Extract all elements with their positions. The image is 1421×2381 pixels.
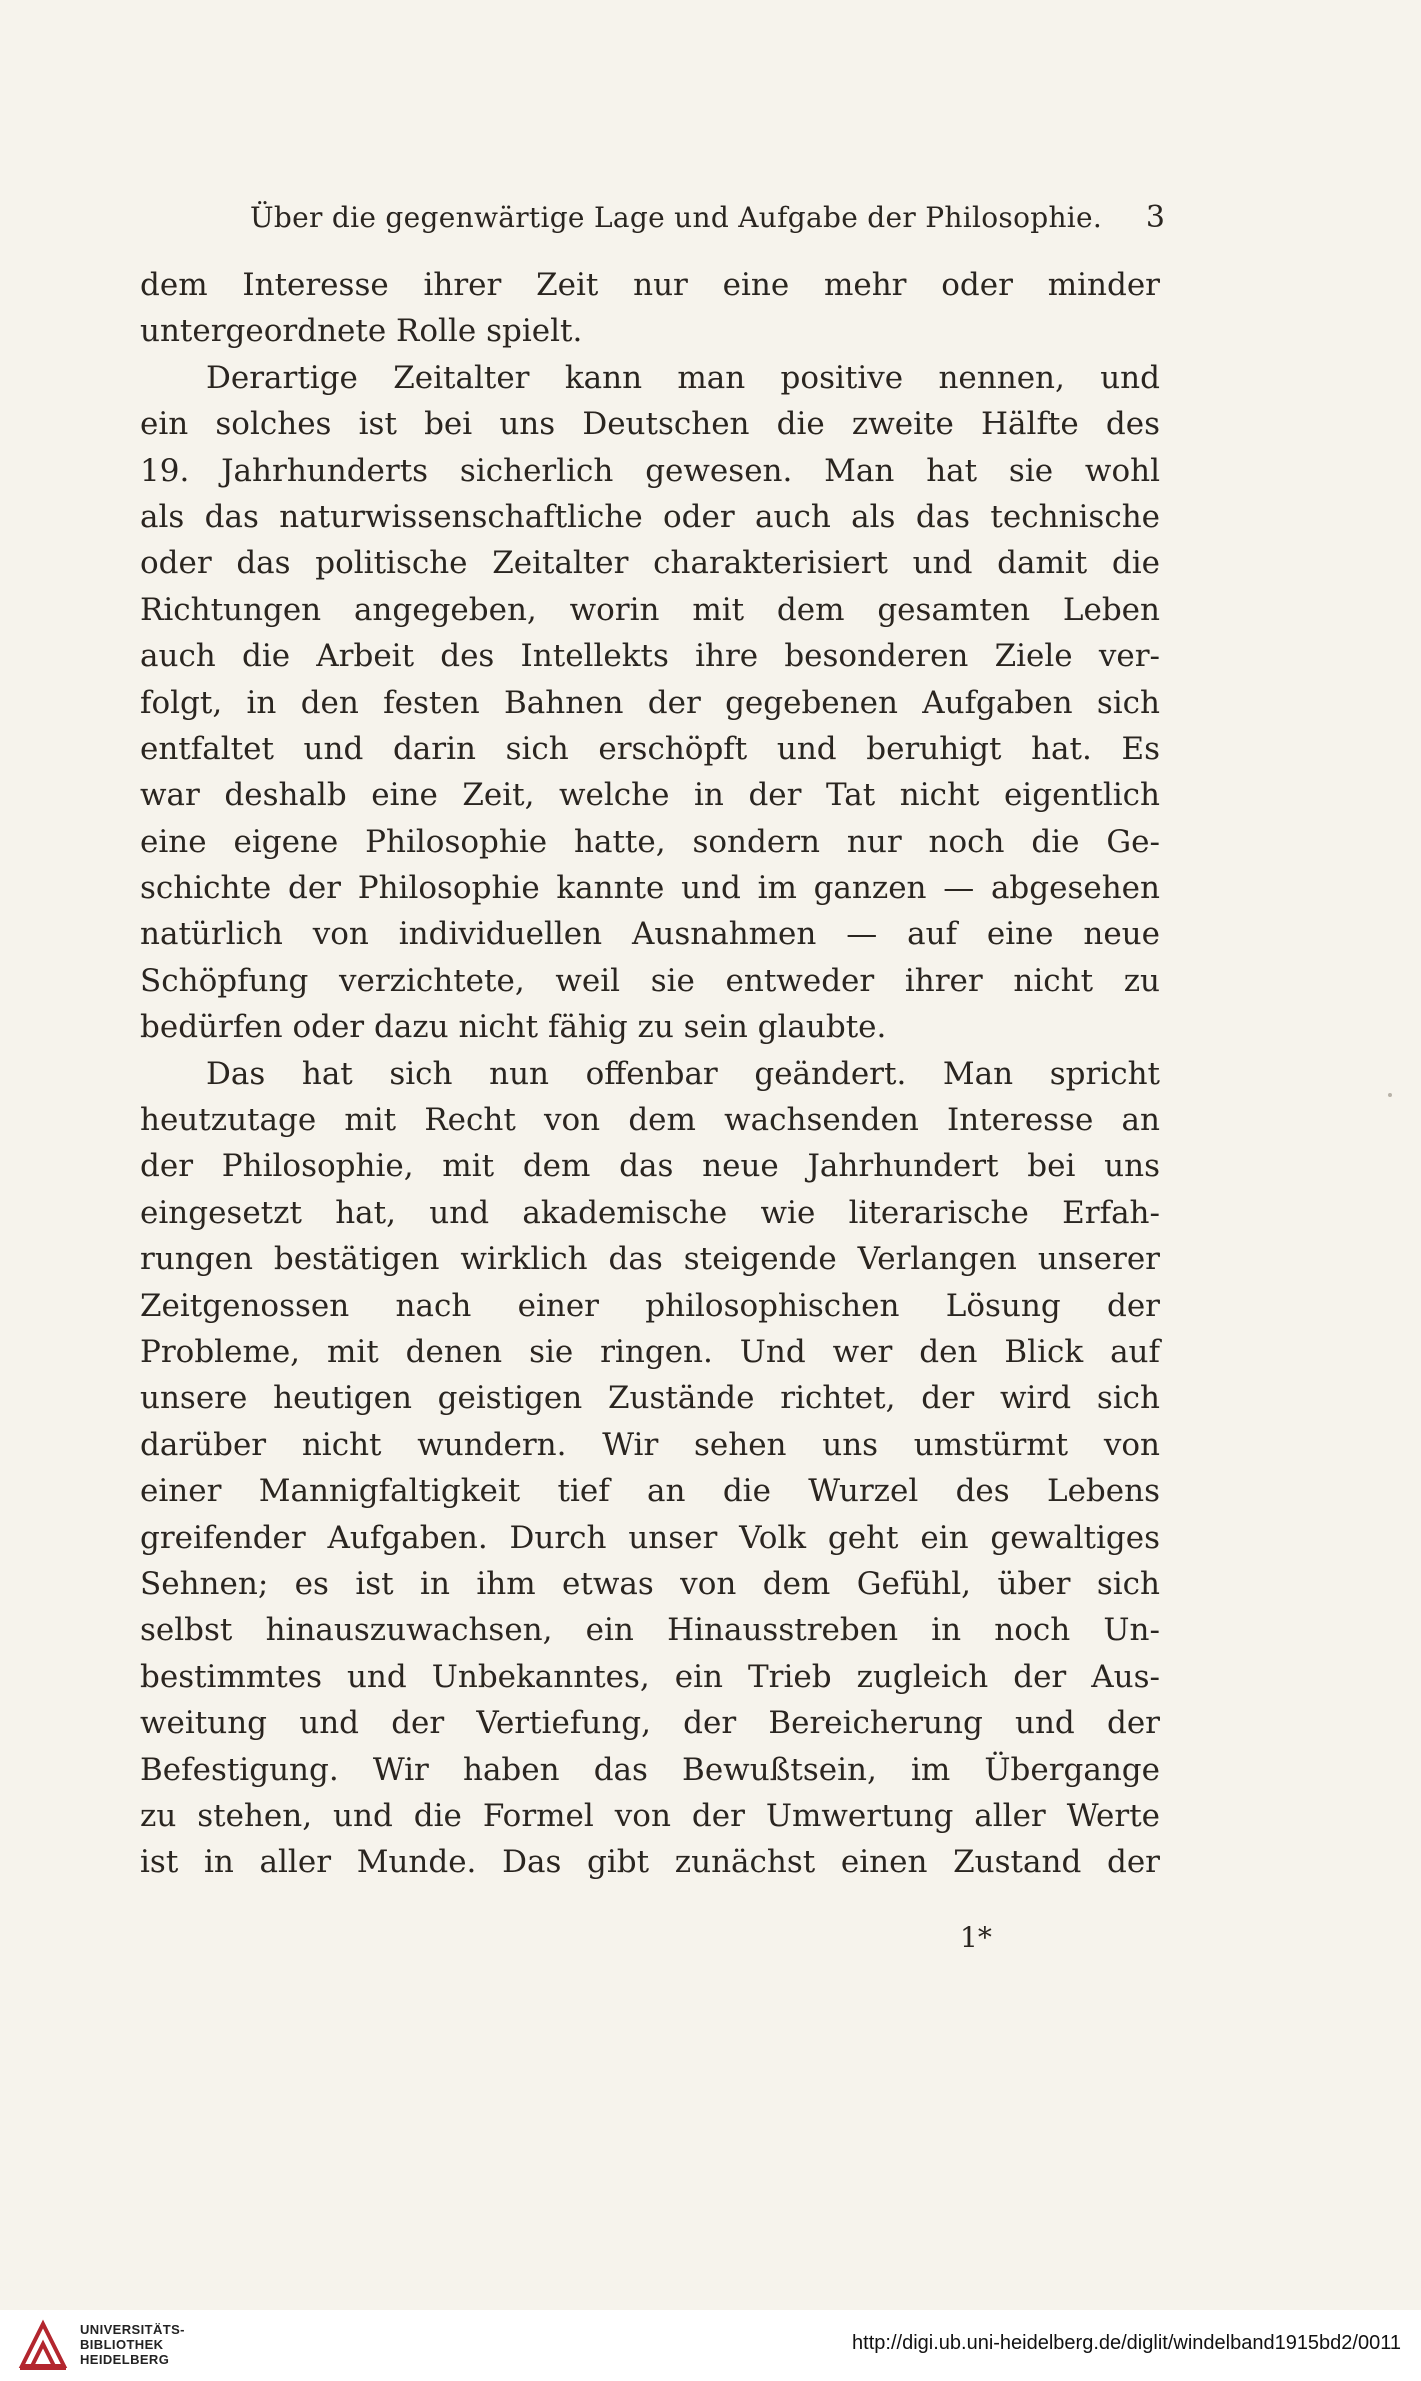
text-line: einer Mannigfaltigkeit tief an die Wurzel des Lebens (140, 1473, 1160, 1510)
text-line: war deshalb eine Zeit, welche in der Tat nicht eigentlich (140, 777, 1160, 814)
text-line: Richtungen angegeben, worin mit dem gesamten Leben (140, 591, 1160, 628)
text-line: Befestigung. Wir haben das Bewußtsein, im Übergange (140, 1751, 1160, 1788)
text-line: auch die Arbeit des Intellekts ihre besonderen Ziele ver- (140, 638, 1160, 675)
text-line: greifender Aufgaben. Durch unser Volk geht ein gewaltiges (140, 1519, 1160, 1556)
body-text (140, 262, 1160, 1886)
text-line: Probleme, mit denen sie ringen. Und wer den Blick auf (140, 1333, 1160, 1370)
text-line: folgt, in den festen Bahnen der gegebenen Aufgaben sich (140, 684, 1160, 721)
text-line: Derartige Zeitalter kann man positive nennen, und (206, 359, 1160, 396)
text-line: als das naturwissenschaftliche oder auch als das technische (140, 498, 1160, 535)
source-url-link[interactable]: http://digi.ub.uni-heidelberg.de/diglit/windelband1915bd2/0011 (852, 2332, 1401, 2354)
text-line: ein solches ist bei uns Deutschen die zweite Hälfte des (140, 406, 1160, 443)
university-seal-icon (16, 2318, 70, 2372)
text-line: zu stehen, und die Formel von der Umwertung aller Werte (140, 1797, 1160, 1834)
text-line: rungen bestätigen wirklich das steigende Verlangen unserer (140, 1241, 1160, 1278)
logo-line: HEIDELBERG (80, 2352, 170, 2367)
text-line: schichte der Philosophie kannte und im ganzen — abgesehen (140, 870, 1160, 907)
text-line: entfaltet und darin sich erschöpft und beruhigt hat. Es (140, 730, 1160, 767)
text-line: natürlich von individuellen Ausnahmen — auf eine neue (140, 916, 1160, 953)
text-line: dem Interesse ihrer Zeit nur eine mehr oder minder (140, 267, 1160, 303)
running-title: Über die gegenwärtige Lage und Aufgabe der Philosophie. (250, 201, 1103, 234)
logo-line: BIBLIOTHEK (80, 2337, 164, 2352)
text-line: eine eigene Philosophie hatte, sondern nur noch die Ge- (140, 823, 1160, 860)
text-line: 19. Jahrhunderts sicherlich gewesen. Man hat sie wohl (140, 452, 1160, 489)
text-line: der Philosophie, mit dem das neue Jahrhundert bei uns (140, 1148, 1160, 1185)
text-line: bestimmtes und Unbekanntes, ein Trieb zugleich der Aus- (140, 1658, 1160, 1695)
text-line: oder das politische Zeitalter charakterisiert und damit die (140, 545, 1160, 582)
page-number: 3 (1145, 200, 1165, 235)
signature-mark: 1* (960, 1921, 992, 1954)
text-line: darüber nicht wundern. Wir sehen uns umstürmt von (140, 1426, 1160, 1463)
text-line: eingesetzt hat, und akademische wie literarische Erfah- (140, 1194, 1160, 1231)
logo-line: UNIVERSITÄTS- (80, 2322, 185, 2337)
text-line: Sehnen; es ist in ihm etwas von dem Gefühl, über sich (140, 1565, 1160, 1602)
text-line: unsere heutigen geistigen Zustände richtet, der wird sich (140, 1380, 1160, 1417)
text-line: heutzutage mit Recht von dem wachsenden Interesse an (140, 1102, 1160, 1139)
scan-speck (1388, 1093, 1392, 1097)
text-line: Das hat sich nun offenbar geändert. Man spricht (206, 1055, 1160, 1092)
text-line: bedürfen oder dazu nicht fähig zu sein glaubte. (140, 1009, 887, 1046)
footer-bar (0, 2310, 1421, 2381)
text-line: selbst hinauszuwachsen, ein Hinausstreben in noch Un- (140, 1612, 1160, 1649)
running-header (250, 196, 1165, 240)
text-line: Zeitgenossen nach einer philosophischen Lösung der (140, 1287, 1160, 1324)
text-line: ist in aller Munde. Das gibt zunächst einen Zustand der (140, 1844, 1160, 1881)
text-line: untergeordnete Rolle spielt. (140, 313, 583, 350)
text-line: Schöpfung verzichtete, weil sie entweder ihrer nicht zu (140, 962, 1160, 999)
library-logo-text (80, 2322, 185, 2367)
text-line: weitung und der Vertiefung, der Bereicherung und der (140, 1705, 1160, 1742)
